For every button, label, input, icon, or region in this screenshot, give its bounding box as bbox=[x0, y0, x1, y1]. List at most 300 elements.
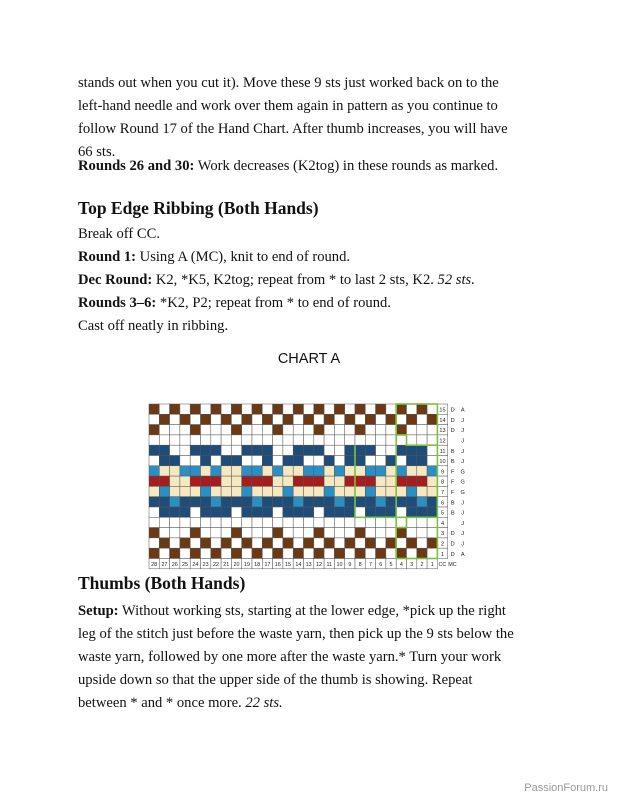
chart-cell bbox=[170, 476, 180, 486]
chart-cell bbox=[334, 435, 344, 445]
chart-cell bbox=[407, 456, 417, 466]
chart-cell bbox=[262, 507, 272, 517]
chart-cell bbox=[314, 456, 324, 466]
chart-cell bbox=[376, 466, 386, 476]
chart-cell bbox=[170, 425, 180, 435]
chart-cell bbox=[252, 507, 262, 517]
intro-line-3: follow Round 17 of the Hand Chart. After thumb increases, you will have bbox=[78, 121, 508, 137]
row-number: 12 bbox=[439, 438, 446, 445]
chart-cell bbox=[159, 538, 169, 548]
chart-cell bbox=[283, 466, 293, 476]
chart-cell bbox=[283, 538, 293, 548]
chart-cell bbox=[283, 548, 293, 558]
intro-line-4: 66 sts. bbox=[78, 144, 116, 160]
chart-cell bbox=[211, 497, 221, 507]
chart-cell bbox=[273, 414, 283, 424]
chart-cell bbox=[262, 425, 272, 435]
chart-cell bbox=[180, 486, 190, 496]
chart-cell bbox=[221, 466, 231, 476]
row-number: 1 bbox=[440, 551, 445, 558]
chart-cell bbox=[345, 456, 355, 466]
chart-cell bbox=[201, 528, 211, 538]
chart-cell bbox=[201, 435, 211, 445]
chart-cell bbox=[386, 435, 396, 445]
chart-cell bbox=[417, 476, 427, 486]
chart-cell bbox=[159, 456, 169, 466]
chart-cell bbox=[190, 538, 200, 548]
chart-cell bbox=[211, 517, 221, 527]
chart-cell bbox=[355, 435, 365, 445]
chart-cell bbox=[365, 404, 375, 414]
chart-cell bbox=[386, 486, 396, 496]
chart-cell bbox=[159, 404, 169, 414]
chart-cell bbox=[211, 538, 221, 548]
chart-cell bbox=[190, 404, 200, 414]
chart-cell bbox=[407, 476, 417, 486]
chart-cell bbox=[427, 486, 437, 496]
chart-cell bbox=[190, 528, 200, 538]
chart-cell bbox=[159, 435, 169, 445]
chart-cell bbox=[293, 414, 303, 424]
chart-cell bbox=[180, 538, 190, 548]
row-number: 13 bbox=[439, 428, 446, 435]
chart-cell bbox=[417, 517, 427, 527]
chart-cell bbox=[293, 538, 303, 548]
chart-cell bbox=[170, 404, 180, 414]
chart-cell bbox=[314, 435, 324, 445]
chart-cell bbox=[365, 476, 375, 486]
chart-cell bbox=[345, 538, 355, 548]
column-number: 26 bbox=[171, 562, 178, 569]
chart-cell bbox=[283, 507, 293, 517]
column-number: 17 bbox=[264, 562, 271, 569]
chart-cell bbox=[334, 497, 344, 507]
chart-cell bbox=[293, 497, 303, 507]
row-cc-letter: F bbox=[450, 490, 455, 497]
row-mc-letter: J bbox=[461, 520, 465, 527]
chart-cell bbox=[170, 497, 180, 507]
column-number: 15 bbox=[285, 562, 292, 569]
chart-cell bbox=[242, 507, 252, 517]
column-number: 23 bbox=[202, 562, 209, 569]
chart-cell bbox=[365, 517, 375, 527]
chart-cell bbox=[314, 548, 324, 558]
chart-cell bbox=[304, 548, 314, 558]
chart-cell bbox=[211, 507, 221, 517]
chart-cell bbox=[324, 476, 334, 486]
chart-cell bbox=[345, 486, 355, 496]
chart-cell bbox=[334, 528, 344, 538]
chart-cell bbox=[314, 486, 324, 496]
dec-round-label: Dec Round: bbox=[78, 272, 153, 288]
chart-cell bbox=[180, 435, 190, 445]
chart-cell bbox=[242, 414, 252, 424]
chart-cell bbox=[221, 507, 231, 517]
chart-cell bbox=[355, 404, 365, 414]
row-number: 4 bbox=[440, 520, 445, 527]
chart-cell bbox=[190, 507, 200, 517]
chart-cell bbox=[293, 528, 303, 538]
chart-cell bbox=[180, 425, 190, 435]
chart-cell bbox=[324, 404, 334, 414]
chart-cell bbox=[293, 425, 303, 435]
chart-cell bbox=[283, 404, 293, 414]
chart-cell bbox=[417, 414, 427, 424]
chart-cell bbox=[221, 445, 231, 455]
chart-cell bbox=[273, 466, 283, 476]
chart-cell bbox=[252, 497, 262, 507]
chart-cell bbox=[231, 486, 241, 496]
chart-cell bbox=[159, 497, 169, 507]
chart-cell bbox=[293, 456, 303, 466]
chart-cell bbox=[211, 425, 221, 435]
chart-cell bbox=[221, 517, 231, 527]
chart-cell bbox=[417, 445, 427, 455]
chart-cell bbox=[273, 528, 283, 538]
row-cc-letter: D bbox=[450, 417, 455, 424]
chart-cell bbox=[417, 497, 427, 507]
chart-cell bbox=[159, 445, 169, 455]
column-number: 14 bbox=[295, 562, 302, 569]
chart-cell bbox=[376, 517, 386, 527]
chart-cell bbox=[417, 486, 427, 496]
row-mc-letter: J bbox=[461, 510, 465, 517]
chart-cell bbox=[407, 517, 417, 527]
chart-cell bbox=[304, 404, 314, 414]
chart-cell bbox=[365, 497, 375, 507]
column-number: 10 bbox=[336, 562, 343, 569]
row-number: 2 bbox=[440, 541, 445, 548]
chart-cell bbox=[314, 538, 324, 548]
row-cc-letter: D bbox=[450, 407, 455, 414]
row-number: 5 bbox=[440, 510, 445, 517]
chart-cell bbox=[190, 548, 200, 558]
chart-cell bbox=[427, 528, 437, 538]
chart-cell bbox=[314, 414, 324, 424]
chart-cell bbox=[427, 507, 437, 517]
chart-cell bbox=[201, 466, 211, 476]
chart-cell bbox=[201, 456, 211, 466]
chart-cell bbox=[242, 476, 252, 486]
chart-cell bbox=[231, 507, 241, 517]
chart-cell bbox=[396, 445, 406, 455]
chart-cell bbox=[293, 466, 303, 476]
chart-cell bbox=[231, 445, 241, 455]
chart-cell bbox=[221, 435, 231, 445]
chart-cell bbox=[262, 466, 272, 476]
chart-cell bbox=[396, 486, 406, 496]
chart-cell bbox=[396, 404, 406, 414]
row-cc-letter: D bbox=[450, 551, 455, 558]
setup-line-4: upside down so that the upper side of the thumb is showing. Repeat bbox=[78, 672, 473, 688]
column-number: 7 bbox=[368, 562, 372, 569]
chart-cell bbox=[314, 404, 324, 414]
chart-cell bbox=[149, 435, 159, 445]
chart-cell bbox=[262, 548, 272, 558]
row-mc-letter: J bbox=[461, 541, 465, 548]
chart-cell bbox=[324, 497, 334, 507]
row-cc-letter: B bbox=[450, 510, 455, 517]
chart-cell bbox=[170, 548, 180, 558]
chart-cell bbox=[386, 476, 396, 486]
chart-cell bbox=[221, 414, 231, 424]
chart-cell bbox=[355, 445, 365, 455]
thumbs-heading: Thumbs (Both Hands) bbox=[78, 573, 246, 593]
chart-cell bbox=[334, 538, 344, 548]
chart-cell bbox=[355, 507, 365, 517]
chart-cell bbox=[201, 486, 211, 496]
chart-cell bbox=[159, 548, 169, 558]
column-number: 2 bbox=[420, 562, 424, 569]
cast-off-text: Cast off neatly in ribbing. bbox=[78, 318, 229, 334]
chart-cell bbox=[159, 425, 169, 435]
chart-cell bbox=[304, 414, 314, 424]
chart-cell bbox=[252, 404, 262, 414]
chart-cell bbox=[262, 486, 272, 496]
chart-cell bbox=[190, 414, 200, 424]
chart-cell bbox=[396, 425, 406, 435]
chart-cell bbox=[211, 456, 221, 466]
chart-cell bbox=[201, 538, 211, 548]
chart-cell bbox=[283, 476, 293, 486]
chart-cell bbox=[273, 497, 283, 507]
column-number: 4 bbox=[399, 562, 403, 569]
chart-cell bbox=[427, 476, 437, 486]
dec-round-count: 52 sts. bbox=[437, 272, 475, 288]
chart-cell bbox=[231, 414, 241, 424]
round-1-paragraph bbox=[78, 246, 548, 269]
chart-cell bbox=[376, 456, 386, 466]
chart-cell bbox=[396, 517, 406, 527]
chart-cell bbox=[293, 486, 303, 496]
chart-cell bbox=[314, 497, 324, 507]
chart-cell bbox=[180, 497, 190, 507]
column-number: 8 bbox=[358, 562, 362, 569]
chart-cell bbox=[407, 486, 417, 496]
chart-cell bbox=[180, 404, 190, 414]
chart-cell bbox=[159, 486, 169, 496]
chart-cell bbox=[242, 445, 252, 455]
colorwork-chart bbox=[145, 382, 475, 569]
chart-cell bbox=[293, 404, 303, 414]
chart-cell bbox=[190, 476, 200, 486]
chart-cell bbox=[345, 425, 355, 435]
chart-cell bbox=[324, 528, 334, 538]
chart-cell bbox=[170, 445, 180, 455]
chart-cell bbox=[283, 425, 293, 435]
chart-cell bbox=[355, 538, 365, 548]
chart-cell bbox=[386, 517, 396, 527]
chart-cell bbox=[149, 486, 159, 496]
chart-cell bbox=[180, 548, 190, 558]
chart-cell bbox=[407, 414, 417, 424]
chart-cell bbox=[355, 466, 365, 476]
chart-cell bbox=[262, 528, 272, 538]
chart-cell bbox=[334, 466, 344, 476]
row-mc-letter: J bbox=[461, 531, 465, 538]
chart-cell bbox=[159, 517, 169, 527]
chart-cell bbox=[334, 414, 344, 424]
chart-cell bbox=[407, 466, 417, 476]
chart-cell bbox=[262, 538, 272, 548]
chart-cell bbox=[407, 497, 417, 507]
rounds-26-30-text: Work decreases (K2tog) in these rounds as marked. bbox=[194, 158, 499, 174]
rounds-26-30-paragraph bbox=[78, 155, 548, 178]
chart-cell bbox=[273, 538, 283, 548]
chart-cell bbox=[273, 507, 283, 517]
chart-cell bbox=[376, 435, 386, 445]
rounds-3-6-paragraph bbox=[78, 292, 548, 315]
chart-cell bbox=[365, 538, 375, 548]
dec-round-paragraph bbox=[78, 269, 548, 292]
row-number: 14 bbox=[439, 417, 446, 424]
chart-cell bbox=[376, 538, 386, 548]
chart-cell bbox=[262, 435, 272, 445]
chart-cell bbox=[427, 538, 437, 548]
row-mc-letter: J bbox=[461, 500, 465, 507]
row-number: 9 bbox=[440, 469, 445, 476]
chart-cell bbox=[427, 466, 437, 476]
chart-cell bbox=[231, 456, 241, 466]
chart-cell bbox=[273, 548, 283, 558]
column-number: 24 bbox=[192, 562, 199, 569]
chart-cell bbox=[407, 445, 417, 455]
chart-cell bbox=[262, 456, 272, 466]
setup-text-1: Without working sts, starting at the lower edge, *pick up the right bbox=[118, 603, 506, 619]
chart-cell bbox=[159, 507, 169, 517]
row-mc-letter: J bbox=[461, 459, 465, 466]
chart-cell bbox=[149, 548, 159, 558]
chart-cell bbox=[324, 414, 334, 424]
chart-cell bbox=[314, 445, 324, 455]
column-number: 1 bbox=[430, 562, 434, 569]
row-mc-letter: J bbox=[461, 417, 465, 424]
column-number: 22 bbox=[212, 562, 219, 569]
footer-mc-label: MC bbox=[448, 562, 457, 569]
chart-cell bbox=[427, 404, 437, 414]
chart-cell bbox=[304, 497, 314, 507]
chart-cell bbox=[283, 435, 293, 445]
chart-cell bbox=[334, 548, 344, 558]
chart-cell bbox=[427, 445, 437, 455]
chart-cell bbox=[242, 528, 252, 538]
setup-text-5: between * and * once more. bbox=[78, 695, 246, 711]
chart-cell bbox=[355, 528, 365, 538]
row-cc-letter: F bbox=[450, 469, 455, 476]
chart-cell bbox=[170, 456, 180, 466]
chart-cell bbox=[417, 528, 427, 538]
chart-cell bbox=[211, 476, 221, 486]
column-number: 18 bbox=[254, 562, 261, 569]
chart-cell bbox=[242, 497, 252, 507]
row-mc-letter: A bbox=[460, 407, 465, 414]
chart-cell bbox=[201, 507, 211, 517]
ribbing-heading: Top Edge Ribbing (Both Hands) bbox=[78, 198, 319, 218]
chart-cell bbox=[365, 528, 375, 538]
chart-cell bbox=[159, 528, 169, 538]
chart-cell bbox=[273, 445, 283, 455]
chart-cell bbox=[221, 548, 231, 558]
chart-cell bbox=[231, 435, 241, 445]
chart-cell bbox=[365, 425, 375, 435]
chart-cell bbox=[149, 414, 159, 424]
rounds-3-6-label: Rounds 3–6: bbox=[78, 295, 157, 311]
thumb-stitch-count: 22 sts. bbox=[245, 695, 283, 711]
chart-cell bbox=[365, 445, 375, 455]
chart-cell bbox=[396, 497, 406, 507]
chart-cell bbox=[201, 497, 211, 507]
chart-cell bbox=[242, 548, 252, 558]
chart-cell bbox=[334, 456, 344, 466]
column-number: 28 bbox=[151, 562, 158, 569]
chart-cell bbox=[417, 538, 427, 548]
chart-cell bbox=[221, 486, 231, 496]
chart-cell bbox=[252, 548, 262, 558]
chart-cell bbox=[149, 425, 159, 435]
chart-cell bbox=[386, 538, 396, 548]
intro-line-2: left-hand needle and work over them again in pattern as you continue to bbox=[78, 98, 498, 114]
chart-cell bbox=[231, 497, 241, 507]
chart-cell bbox=[376, 486, 386, 496]
column-number: 27 bbox=[161, 562, 168, 569]
chart-cell bbox=[396, 456, 406, 466]
chart-cell bbox=[396, 548, 406, 558]
chart-cell bbox=[283, 528, 293, 538]
chart-cell bbox=[396, 414, 406, 424]
chart-cell bbox=[190, 445, 200, 455]
chart-cell bbox=[324, 445, 334, 455]
chart-cell bbox=[314, 517, 324, 527]
chart-cell bbox=[386, 497, 396, 507]
chart-cell bbox=[314, 528, 324, 538]
chart-cell bbox=[180, 476, 190, 486]
chart-cell bbox=[190, 497, 200, 507]
chart-title: CHART A bbox=[277, 351, 341, 367]
row-number: 11 bbox=[439, 448, 446, 455]
chart-cell bbox=[201, 548, 211, 558]
chart-cell bbox=[376, 404, 386, 414]
chart-cell bbox=[149, 517, 159, 527]
chart-cell bbox=[345, 476, 355, 486]
chart-cell bbox=[365, 414, 375, 424]
chart-cell bbox=[304, 507, 314, 517]
chart-cell bbox=[324, 538, 334, 548]
chart-cell bbox=[345, 517, 355, 527]
chart-cell bbox=[314, 466, 324, 476]
chart-cell bbox=[417, 548, 427, 558]
chart-cell bbox=[180, 456, 190, 466]
chart-cell bbox=[170, 466, 180, 476]
ribbing-body bbox=[78, 223, 548, 338]
chart-cell bbox=[365, 486, 375, 496]
chart-cell bbox=[190, 486, 200, 496]
chart-cell bbox=[170, 507, 180, 517]
chart-cell bbox=[314, 507, 324, 517]
chart-cell bbox=[242, 517, 252, 527]
chart-cell bbox=[252, 414, 262, 424]
chart-cell bbox=[376, 425, 386, 435]
chart-cell bbox=[407, 538, 417, 548]
chart-cell bbox=[221, 528, 231, 538]
chart-cell bbox=[324, 507, 334, 517]
chart-cell bbox=[190, 435, 200, 445]
row-cc-letter: B bbox=[450, 459, 455, 466]
row-number: 10 bbox=[439, 459, 446, 466]
chart-cell bbox=[211, 445, 221, 455]
setup-line-5 bbox=[78, 692, 548, 715]
chart-cell bbox=[293, 517, 303, 527]
chart-cell bbox=[345, 414, 355, 424]
